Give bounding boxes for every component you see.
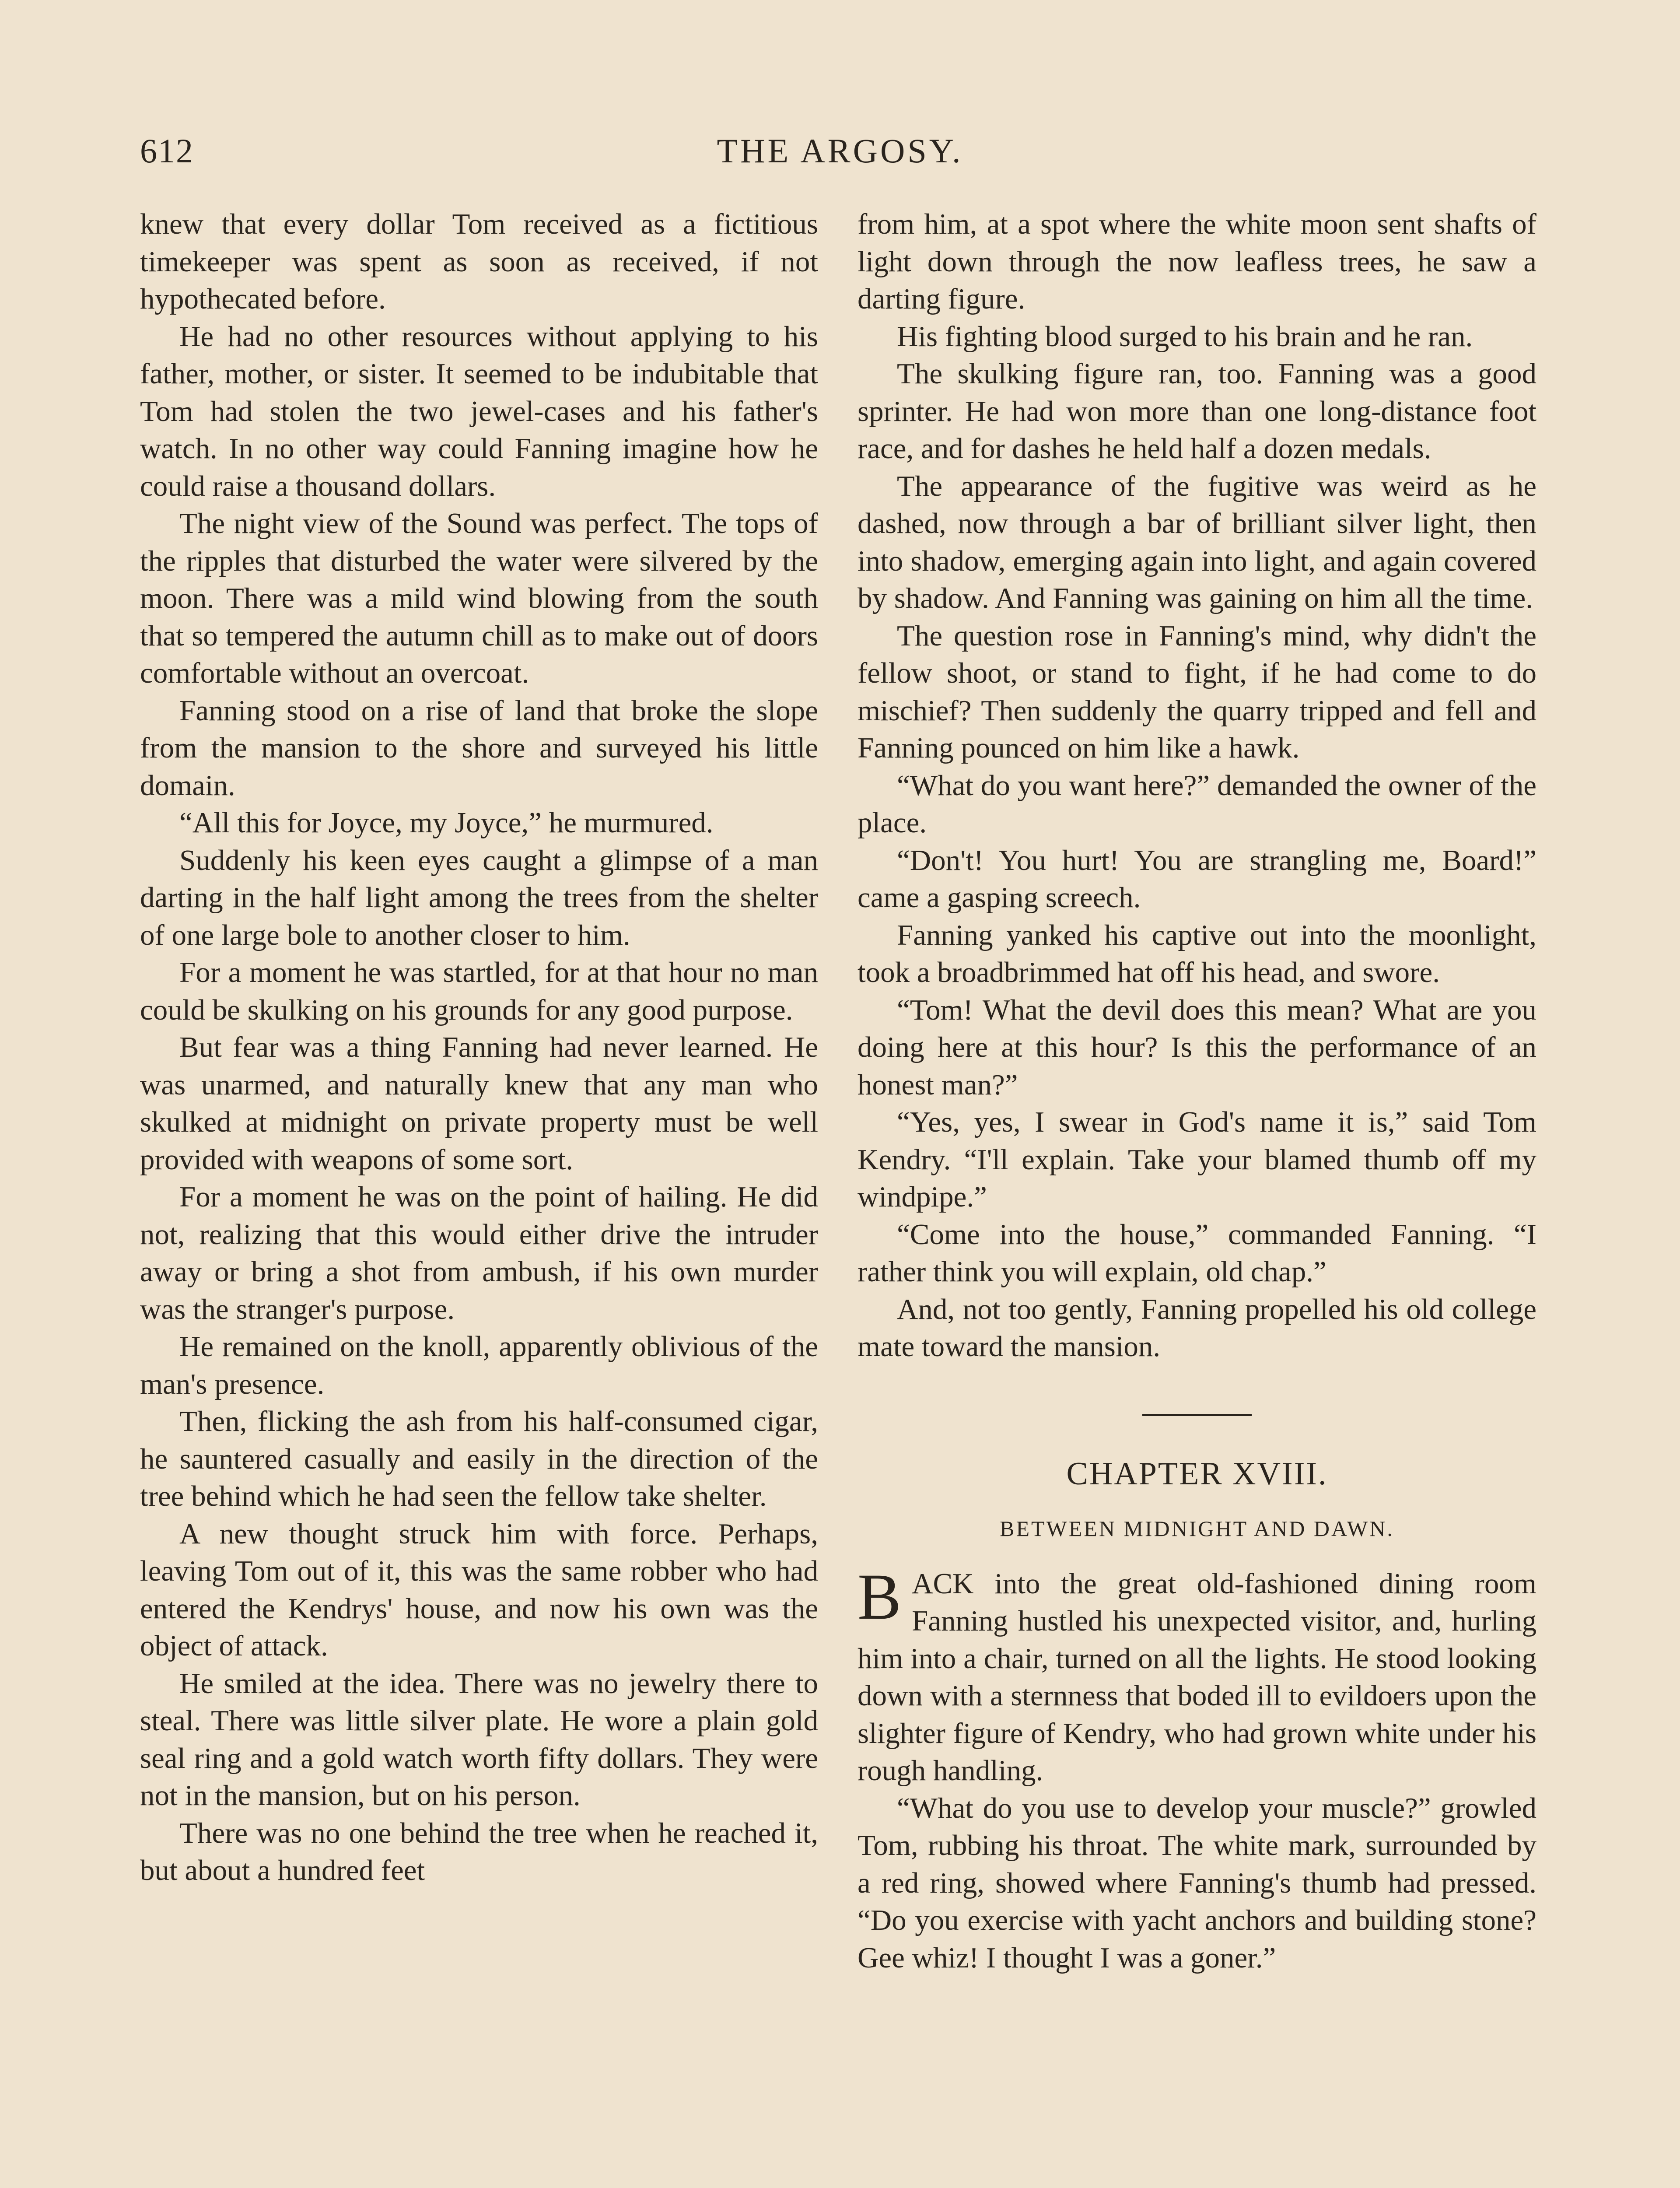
paragraph: There was no one behind the tree when he reached it, but about a hundred feet [140,1816,818,1886]
paragraph: “Tom! What the devil does this mean? What are you doing here at this hour? Is this the performance of an honest man?” [858,993,1536,1101]
paragraph: He remained on the knoll, apparently oblivious of the man's presence. [140,1330,818,1400]
chapter-subtitle: BETWEEN MIDNIGHT AND DAWN. [1000,1516,1394,1541]
drop-cap: B [858,1560,902,1633]
opening-text: ACK into the great old-fashioned dining room Fanning hustled his unexpected visitor, and, hurling him into a chair, turned on all the lights. He stood looking down with a sternness that boded ill to evildoers upon the slighter figure of Kendry, who had grown white under his rough handling. [858,1567,1536,1787]
paragraph: “All this for Joyce, my Joyce,” he murmured. [179,806,714,839]
paragraph: He smiled at the idea. There was no jewelry there to steal. There was little silver plate. He wore a plain gold seal ring and a gold watch worth fifty dollars. They were not in the mansion, but on his person. [140,1667,818,1812]
paragraph: Fanning stood on a rise of land that broke the slope from the mansion to the shore and surveyed his little domain. [140,694,818,802]
paragraph: His fighting blood surged to his brain and he ran. [897,320,1473,353]
paragraph: The skulking figure ran, too. Fanning was a good sprinter. He had won more than one long-distance foot race, and for dashes he held half a dozen medals. [858,358,1536,465]
paragraph: Suddenly his keen eyes caught a glimpse of a man darting in the half light among the trees from the shelter of one large bole to another closer to him. [140,844,818,951]
chapter-opening-paragraph [858,1560,1536,1790]
paragraph: “Yes, yes, I swear in God's name it is,” said Tom Kendry. “I'll explain. Take your blamed thumb off my windpipe.” [858,1106,1536,1213]
paragraph: The appearance of the fugitive was weird as he dashed, now through a bar of brilliant silver light, then into shadow, emerging again into light, and again covered by shadow. And Fanning was gaining on him all the time. [858,470,1536,614]
paragraph: But fear was a thing Fanning had never learned. He was unarmed, and naturally knew that any man who skulked at midnight on private property must be well provided with weapons of some sort. [140,1031,818,1176]
right-column [858,206,1536,1977]
section-divider [1142,1414,1252,1416]
paragraph: “Come into the house,” commanded Fanning. “I rather think you will explain, old chap.” [858,1218,1536,1288]
paragraph: “Don't! You hurt! You are strangling me, Board!” came a gasping screech. [858,844,1536,914]
paragraph: The question rose in Fanning's mind, why didn't the fellow shoot, or stand to fight, if he had come to do mischief? Then suddenly the quarry tripped and fell and Fanning pounced on him like a hawk. [858,619,1536,764]
running-title: THE ARGOSY. [717,132,963,170]
paragraph: A new thought struck him with force. Perhaps, leaving Tom out of it, this was the same robber who had entered the Kendrys' house, and now his own was the object of attack. [140,1517,818,1662]
paragraph: He had no other resources without applying to his father, mother, or sister. It seemed to be indubitable that Tom had stolen the two jewel-cases and his father's watch. In no other way could Fanning imagine how he could raise a thousand dollars. [140,320,818,502]
paragraph: Then, flicking the ash from his half-consumed cigar, he sauntered casually and easily in the direction of the tree behind which he had seen the fellow take shelter. [140,1405,818,1512]
chapter-title: CHAPTER XVIII. [1066,1455,1328,1492]
paragraph: “What do you use to develop your muscle?” growled Tom, rubbing his throat. The white mark, surrounded by a red ring, showed where Fanning's thumb had pressed. “Do you exercise with yacht anchors and building stone? Gee whiz! I thought I was a goner.” [858,1792,1536,1974]
page-number: 612 [140,132,194,170]
paragraph: The night view of the Sound was perfect. The tops of the ripples that disturbed the water were silvered by the moon. There was a mild wind blowing from the south that so tempered the autumn chill as to make out of doors comfortable without an overcoat. [140,507,818,689]
paragraph: For a moment he was on the point of hailing. He did not, realizing that this would either drive the intruder away or bring a shot from ambush, if his own murder was the stranger's purpose. [140,1181,818,1325]
paragraph: Fanning yanked his captive out into the moonlight, took a broadbrimmed hat off his head, and swore. [858,919,1536,989]
paragraph: from him, at a spot where the white moon sent shafts of light down through the now leafless trees, he saw a darting figure. [858,208,1536,315]
paragraph: For a moment he was startled, for at that hour no man could be skulking on his grounds for any good purpose. [140,956,818,1026]
paragraph: And, not too gently, Fanning propelled his old college mate toward the mansion. [858,1293,1536,1363]
left-column [140,206,818,1890]
paragraph: knew that every dollar Tom received as a fictitious timekeeper was spent as soon as received, if not hypothecated before. [140,208,818,315]
paragraph: “What do you want here?” demanded the owner of the place. [858,769,1536,839]
page-header [140,131,1540,179]
